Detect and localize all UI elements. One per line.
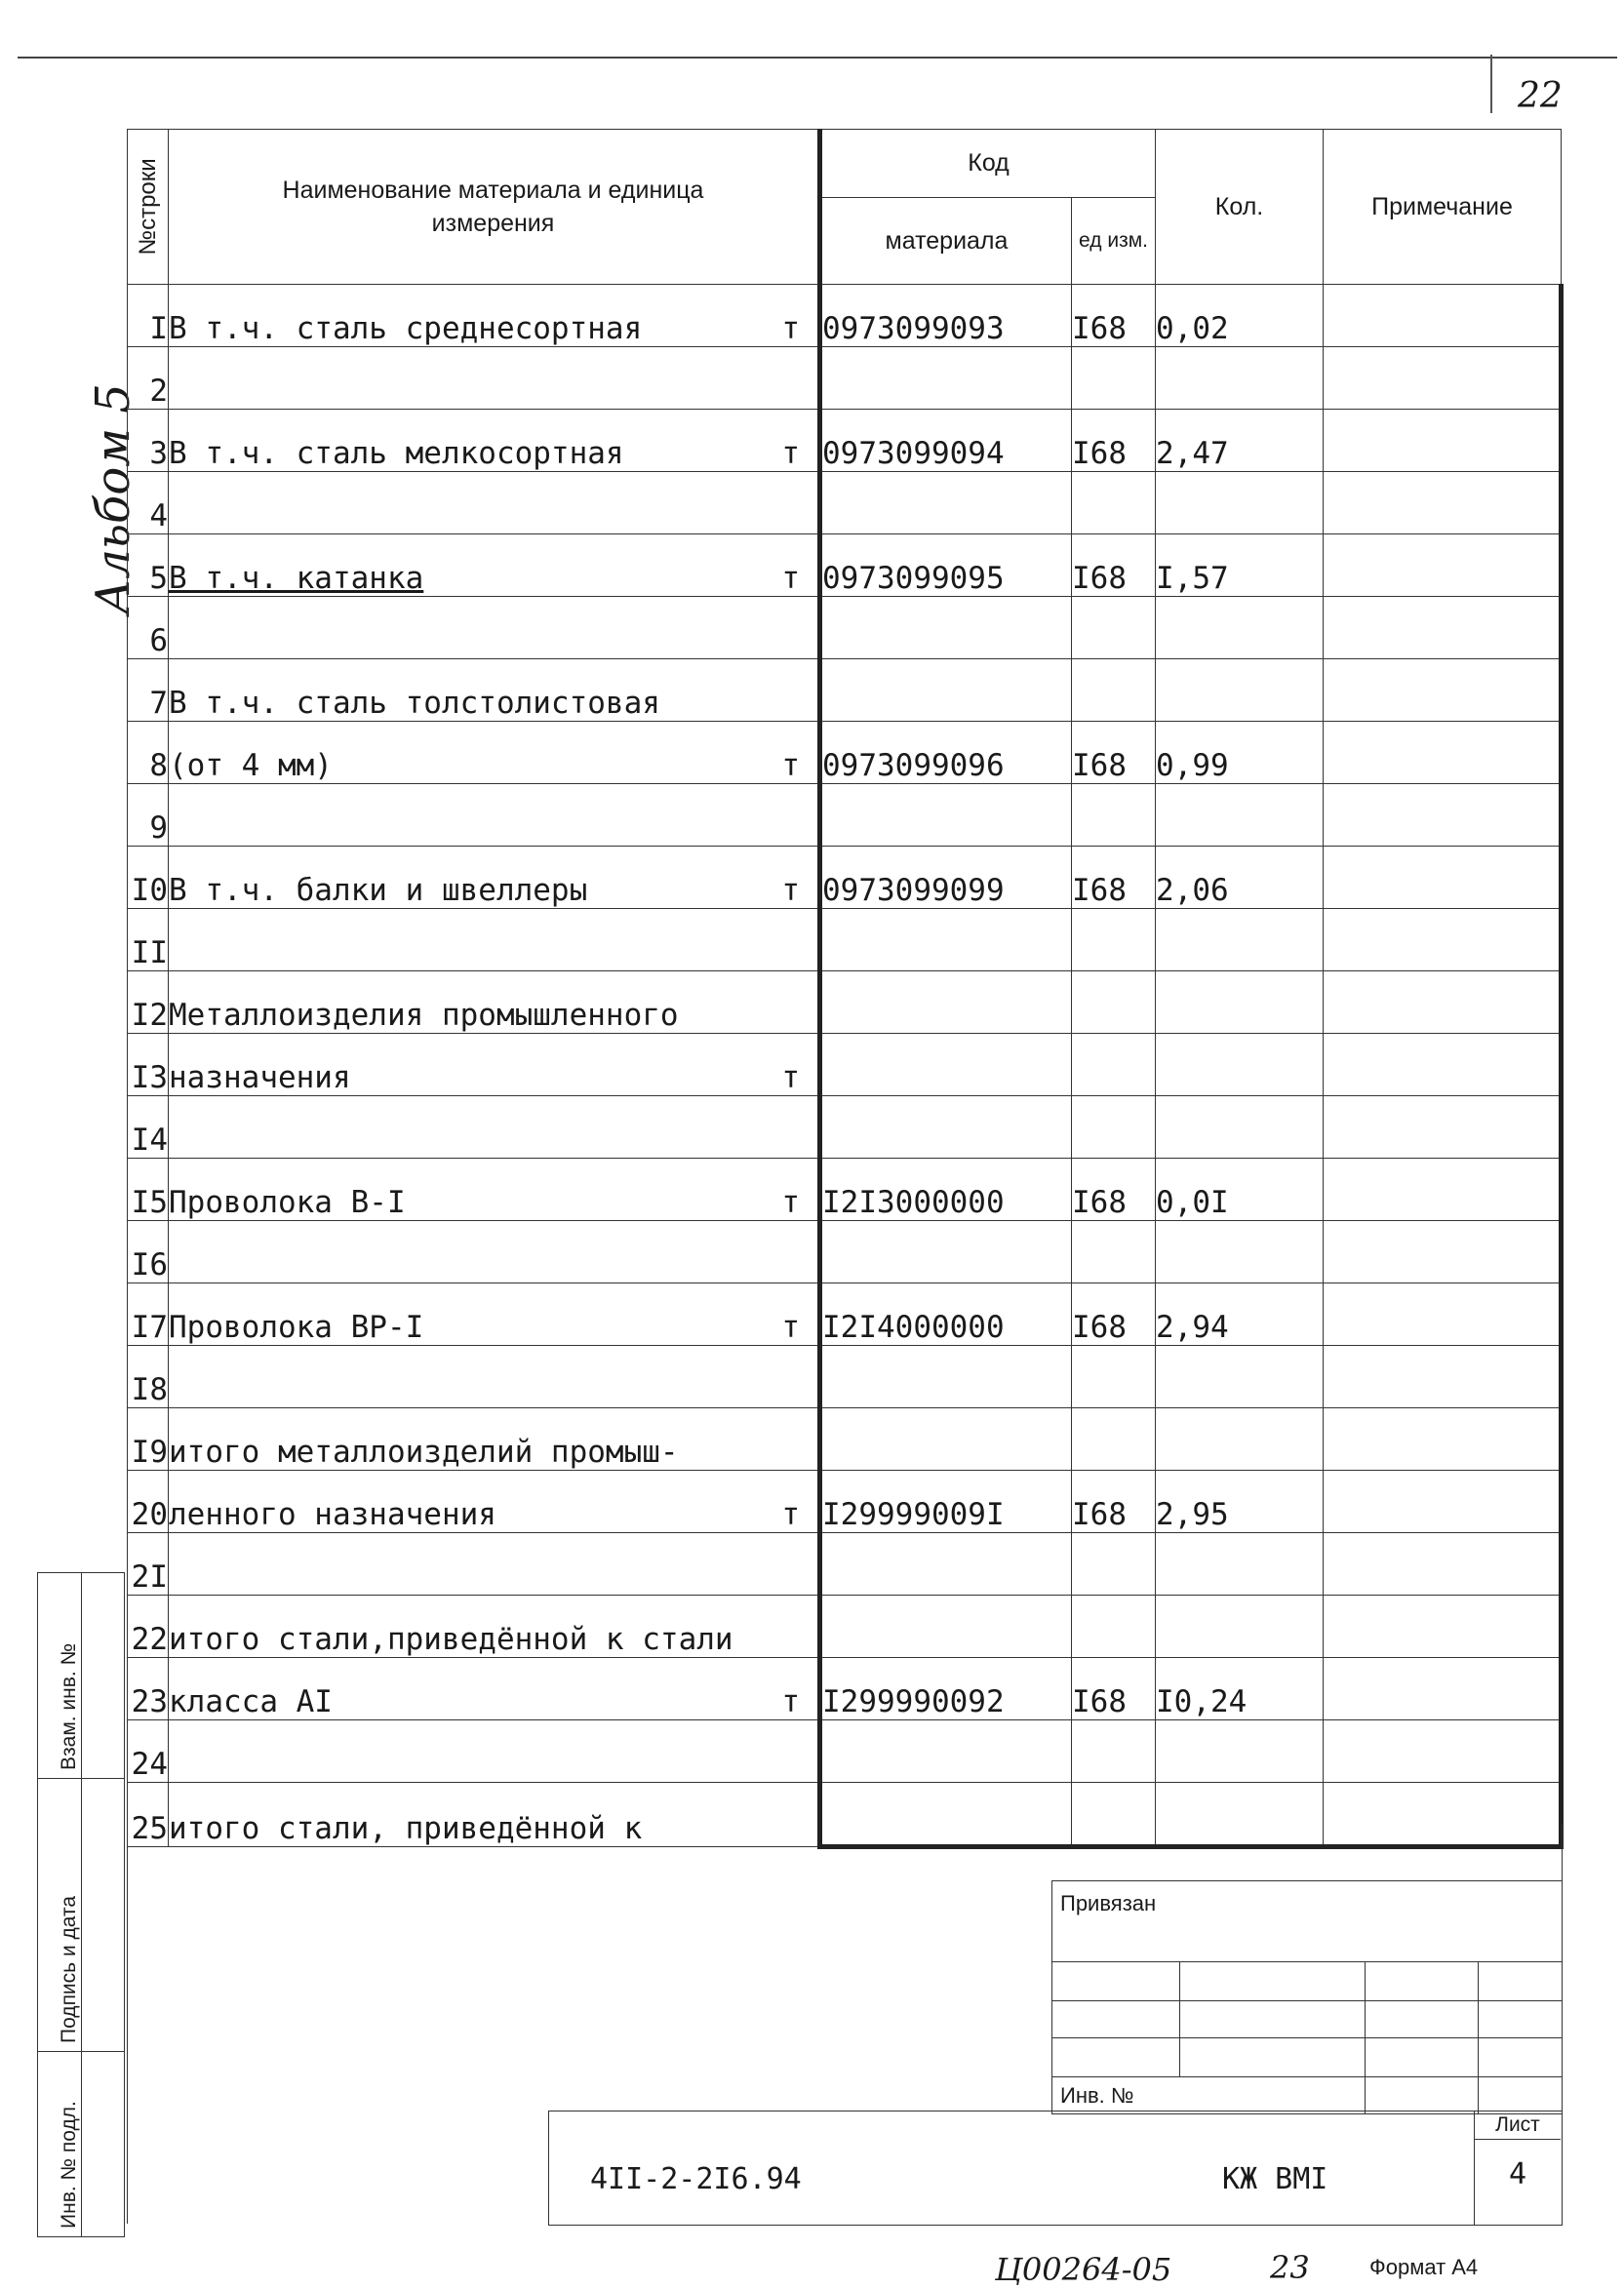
material-code-cell	[820, 1034, 1072, 1096]
quantity-cell	[1156, 1720, 1324, 1783]
table-row	[128, 597, 1562, 659]
quantity-cell: 0,0I	[1156, 1159, 1324, 1221]
quantity-cell	[1156, 1096, 1324, 1159]
table-row	[128, 1221, 1562, 1283]
handwritten-page: 23	[1270, 2249, 1310, 2286]
note-cell	[1324, 285, 1562, 347]
table-row	[128, 784, 1562, 847]
quantity-cell	[1156, 1034, 1324, 1096]
material-unit: т	[781, 1185, 800, 1220]
header-code-unit: ед изм.	[1072, 198, 1156, 285]
material-name: Проволока ВР-I	[169, 1310, 424, 1345]
material-code-cell: 0973099094	[820, 410, 1072, 472]
album-handwritten-label: Альбом 5	[86, 383, 140, 614]
material-code-cell: I29999009I	[820, 1471, 1072, 1533]
stamp-inv-label: Инв. № подл.	[58, 2101, 80, 2229]
material-name-cell	[169, 1533, 820, 1596]
row-number-cell: I6	[128, 1221, 169, 1283]
quantity-cell	[1156, 971, 1324, 1034]
unit-code-cell: I68	[1072, 1283, 1156, 1346]
header-qty: Кол.	[1156, 130, 1324, 285]
unit-code-cell: I68	[1072, 847, 1156, 909]
material-code-cell: 0973099093	[820, 285, 1072, 347]
material-code-cell	[820, 597, 1072, 659]
note-cell	[1324, 472, 1562, 534]
note-cell	[1324, 1221, 1562, 1283]
privyazan-block	[1051, 1880, 1563, 2114]
grid-line	[1052, 1961, 1562, 1962]
note-cell	[1324, 1159, 1562, 1221]
material-unit: т	[781, 436, 800, 471]
table-row	[128, 1346, 1562, 1408]
quantity-cell: I0,24	[1156, 1658, 1324, 1720]
top-border-line	[18, 57, 1617, 59]
table-row	[128, 410, 1562, 472]
note-cell	[1324, 1034, 1562, 1096]
note-cell	[1324, 1533, 1562, 1596]
material-name-cell	[169, 1159, 820, 1221]
material-name-cell	[169, 347, 820, 410]
material-unit: т	[781, 561, 800, 596]
material-name: В т.ч. сталь толстолистовая	[169, 686, 660, 721]
unit-code-cell	[1072, 1346, 1156, 1408]
material-name-cell	[169, 1346, 820, 1408]
table-row	[128, 847, 1562, 909]
material-code-cell	[820, 1221, 1072, 1283]
table-row	[128, 1159, 1562, 1221]
unit-code-cell	[1072, 1408, 1156, 1471]
material-name-cell	[169, 1720, 820, 1783]
row-number-cell: I7	[128, 1283, 169, 1346]
row-number-cell: I8	[128, 1346, 169, 1408]
material-name-cell	[169, 659, 820, 722]
material-code-cell	[820, 347, 1072, 410]
doc-mark: КЖ ВМI	[1222, 2162, 1328, 2196]
corner-mark	[1490, 55, 1492, 113]
material-name: В т.ч. сталь мелкосортная	[169, 436, 624, 471]
table-row	[128, 534, 1562, 597]
material-name-cell	[169, 1596, 820, 1658]
material-name-cell	[169, 1034, 820, 1096]
quantity-cell: 0,02	[1156, 285, 1324, 347]
material-code-cell	[820, 1346, 1072, 1408]
material-name-cell	[169, 534, 820, 597]
sheet-value: 4	[1508, 2157, 1527, 2191]
row-number-cell: 7	[128, 659, 169, 722]
table-row	[128, 1658, 1562, 1720]
unit-code-cell	[1072, 1221, 1156, 1283]
quantity-cell	[1156, 472, 1324, 534]
header-code: Код	[820, 130, 1156, 198]
quantity-cell: 2,47	[1156, 410, 1324, 472]
note-cell	[1324, 847, 1562, 909]
doc-code: 4II-2-2I6.94	[590, 2162, 802, 2196]
material-code-cell: I299990092	[820, 1658, 1072, 1720]
table-row	[128, 1034, 1562, 1096]
material-unit: т	[781, 873, 800, 908]
material-unit: т	[781, 748, 800, 783]
header-name: Наименование материала и единица измерения	[169, 130, 820, 285]
quantity-cell: I,57	[1156, 534, 1324, 597]
quantity-cell	[1156, 784, 1324, 847]
row-number-cell: 6	[128, 597, 169, 659]
unit-code-cell: I68	[1072, 1471, 1156, 1533]
material-code-cell: 0973099096	[820, 722, 1072, 784]
material-name: итого стали,приведённой к стали	[169, 1622, 733, 1657]
row-number-cell: I5	[128, 1159, 169, 1221]
sheet-box	[1474, 2111, 1561, 2225]
note-cell	[1324, 659, 1562, 722]
material-name-cell	[169, 1096, 820, 1159]
row-number-cell: II	[128, 909, 169, 971]
quantity-cell: 2,94	[1156, 1283, 1324, 1346]
unit-code-cell	[1072, 909, 1156, 971]
row-number-cell: 9	[128, 784, 169, 847]
material-code-cell	[820, 1533, 1072, 1596]
row-number-cell: 4	[128, 472, 169, 534]
material-name-cell	[169, 285, 820, 347]
quantity-cell	[1156, 909, 1324, 971]
header-note: Примечание	[1324, 130, 1562, 285]
quantity-cell	[1156, 597, 1324, 659]
stamp-podpis-label: Подпись и дата	[58, 1895, 80, 2043]
unit-code-cell: I68	[1072, 1658, 1156, 1720]
material-name-cell	[169, 909, 820, 971]
sheet-number: 22	[1518, 76, 1563, 116]
table-row	[128, 971, 1562, 1034]
quantity-cell: 2,06	[1156, 847, 1324, 909]
unit-code-cell	[1072, 347, 1156, 410]
grid-line	[1478, 1961, 1479, 2113]
material-unit: т	[781, 1060, 800, 1095]
table-row	[128, 1533, 1562, 1596]
note-cell	[1324, 722, 1562, 784]
sheet-label: Лист	[1475, 2111, 1561, 2140]
note-cell	[1324, 784, 1562, 847]
note-cell	[1324, 1346, 1562, 1408]
material-name: В т.ч. сталь среднесортная	[169, 311, 643, 346]
note-cell	[1324, 597, 1562, 659]
note-cell	[1324, 1720, 1562, 1783]
note-cell	[1324, 1096, 1562, 1159]
row-number-cell: I3	[128, 1034, 169, 1096]
table-row	[128, 347, 1562, 410]
row-number-cell: I2	[128, 971, 169, 1034]
note-cell	[1324, 1408, 1562, 1471]
material-code-cell	[820, 472, 1072, 534]
table-row	[128, 1596, 1562, 1658]
unit-code-cell	[1072, 1034, 1156, 1096]
row-number-cell: I4	[128, 1096, 169, 1159]
row-number-cell: I	[128, 285, 169, 347]
quantity-cell: 2,95	[1156, 1471, 1324, 1533]
quantity-cell	[1156, 1221, 1324, 1283]
note-cell	[1324, 971, 1562, 1034]
material-code-cell: 0973099095	[820, 534, 1072, 597]
table-row	[128, 722, 1562, 784]
row-number-cell: 5	[128, 534, 169, 597]
material-unit: т	[781, 311, 800, 346]
quantity-cell: 0,99	[1156, 722, 1324, 784]
privyazan-label: Привязан	[1060, 1891, 1157, 1915]
material-code-cell: I2I3000000	[820, 1159, 1072, 1221]
unit-code-cell: I68	[1072, 410, 1156, 472]
stamp-vzam-cell	[38, 1573, 124, 1779]
table-row	[128, 1096, 1562, 1159]
material-name-cell	[169, 1221, 820, 1283]
unit-code-cell	[1072, 597, 1156, 659]
material-code-cell	[820, 784, 1072, 847]
material-name: В т.ч. катанка	[169, 561, 424, 596]
material-name-cell	[169, 1408, 820, 1471]
row-number-cell: 2I	[128, 1533, 169, 1596]
table-row	[128, 659, 1562, 722]
note-cell	[1324, 534, 1562, 597]
note-cell	[1324, 347, 1562, 410]
material-name: итого стали, приведённой к	[169, 1811, 643, 1846]
material-code-cell	[820, 1096, 1072, 1159]
unit-code-cell	[1072, 659, 1156, 722]
material-name-cell	[169, 1283, 820, 1346]
unit-code-cell: I68	[1072, 1159, 1156, 1221]
material-name-cell	[169, 597, 820, 659]
stamp-podpis-cell	[38, 1778, 124, 2052]
material-code-cell: 0973099099	[820, 847, 1072, 909]
stamp-vzam-label: Взам. инв. №	[58, 1642, 80, 1770]
material-name-cell	[169, 971, 820, 1034]
unit-code-cell: I68	[1072, 534, 1156, 597]
unit-code-cell	[1072, 1533, 1156, 1596]
material-code-cell	[820, 971, 1072, 1034]
material-name: Металлоизделия промышленного	[169, 998, 679, 1033]
unit-code-cell: I68	[1072, 722, 1156, 784]
material-unit: т	[781, 1310, 800, 1345]
table-row	[128, 1283, 1562, 1346]
material-name: Проволока В-I	[169, 1185, 406, 1220]
row-number-cell: 24	[128, 1720, 169, 1783]
row-number-cell: I0	[128, 847, 169, 909]
row-number-cell: 2	[128, 347, 169, 410]
table-row	[128, 1720, 1562, 1783]
unit-code-cell	[1072, 1720, 1156, 1783]
quantity-cell	[1156, 347, 1324, 410]
material-unit: т	[781, 1684, 800, 1719]
material-name-cell	[169, 410, 820, 472]
unit-code-cell	[1072, 1596, 1156, 1658]
table-row	[128, 472, 1562, 534]
material-name-cell	[169, 784, 820, 847]
handwritten-code: Ц00264-05	[995, 2251, 1172, 2288]
material-code-cell: I2I4000000	[820, 1283, 1072, 1346]
material-code-cell	[820, 909, 1072, 971]
table-row	[128, 1471, 1562, 1533]
material-name: назначения	[169, 1060, 351, 1095]
format-label: Формат А4	[1369, 2255, 1479, 2279]
row-number-cell: 20	[128, 1471, 169, 1533]
material-name: ленного назначения	[169, 1497, 496, 1532]
header-row-number: №строки	[128, 130, 169, 285]
row-number-cell: 22	[128, 1596, 169, 1658]
left-stamp	[37, 1572, 125, 2237]
note-cell	[1324, 909, 1562, 971]
row-number-cell: I9	[128, 1408, 169, 1471]
grid-line	[1052, 2000, 1562, 2001]
unit-code-cell	[1072, 1096, 1156, 1159]
material-unit: т	[781, 1497, 800, 1532]
note-cell	[1324, 1283, 1562, 1346]
quantity-cell	[1156, 1533, 1324, 1596]
material-code-cell	[820, 659, 1072, 722]
material-code-cell	[820, 1596, 1072, 1658]
unit-code-cell	[1072, 971, 1156, 1034]
material-code-cell	[820, 1408, 1072, 1471]
material-name-cell	[169, 722, 820, 784]
table-row	[128, 1408, 1562, 1471]
header-code-material: материала	[820, 198, 1072, 285]
quantity-cell	[1156, 1346, 1324, 1408]
quantity-cell	[1156, 1596, 1324, 1658]
material-name-cell	[169, 1658, 820, 1720]
material-name: класса АI	[169, 1684, 333, 1719]
note-cell	[1324, 1658, 1562, 1720]
table-row	[128, 285, 1562, 347]
inv-no-label: Инв. №	[1060, 2083, 1134, 2108]
row-number-cell: 23	[128, 1658, 169, 1720]
unit-code-cell: I68	[1072, 285, 1156, 347]
unit-code-cell	[1072, 784, 1156, 847]
quantity-cell	[1156, 1408, 1324, 1471]
note-cell	[1324, 1596, 1562, 1658]
row-number-cell: 3	[128, 410, 169, 472]
material-code-cell	[820, 1720, 1072, 1783]
grid-line	[1365, 1961, 1366, 2113]
row-number-cell: 25	[128, 1783, 169, 1847]
unit-code-cell	[1072, 472, 1156, 534]
stamp-inv-cell	[38, 2051, 124, 2236]
material-name-cell	[169, 1471, 820, 1533]
material-name: В т.ч. балки и швеллеры	[169, 873, 588, 908]
note-cell	[1324, 410, 1562, 472]
note-cell	[1324, 1471, 1562, 1533]
grid-line	[1052, 2076, 1562, 2077]
quantity-cell	[1156, 659, 1324, 722]
material-name-cell	[169, 472, 820, 534]
doc-title-box	[548, 2111, 1563, 2226]
grid-line	[1179, 1961, 1180, 2076]
row-number-cell: 8	[128, 722, 169, 784]
grid-line	[1052, 2037, 1562, 2038]
material-name: итого металлоизделий промыш-	[169, 1435, 679, 1470]
materials-table	[127, 129, 1564, 1849]
material-name: (от 4 мм)	[169, 748, 333, 783]
table-row	[128, 909, 1562, 971]
material-name-cell	[169, 847, 820, 909]
